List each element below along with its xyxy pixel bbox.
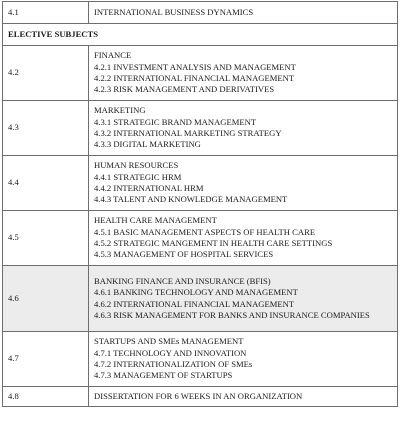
- section-heading: ELECTIVE SUBJECTS: [3, 24, 398, 46]
- group-title: FINANCE: [94, 50, 132, 61]
- subject-item: 4.5.3 MANAGEMENT OF HOSPITAL SERVICES: [94, 249, 274, 260]
- subject-item: 4.7.2 INTERNATIONALIZATION OF SMEs: [94, 359, 253, 369]
- subject-code: 4.5: [3, 211, 89, 266]
- subject-code: 4.1: [3, 2, 89, 24]
- table-row: [3, 387, 398, 407]
- table-row: [3, 46, 398, 101]
- subject-code: 4.4: [3, 156, 89, 211]
- group-title: STARTUPS AND SMEs MANAGEMENT: [94, 336, 244, 347]
- table-row: [3, 332, 398, 387]
- group-title: HUMAN RESOURCES: [94, 160, 179, 171]
- subject-code: 4.7: [3, 332, 89, 387]
- subject-group: [89, 211, 398, 266]
- subject-item: 4.3.3 DIGITAL MARKETING: [94, 139, 201, 150]
- subject-code: 4.8: [3, 387, 89, 407]
- subject-item: 4.5.2 STRATEGIC MANGEMENT IN HEALTH CARE SETTINGS: [94, 238, 333, 248]
- group-title: BANKING FINANCE AND INSURANCE (BFIS): [94, 275, 271, 286]
- subject-item: 4.2.1 INVESTMENT ANALYSIS AND MANAGEMENT: [94, 61, 296, 72]
- table-row: [3, 156, 398, 211]
- subject-group: [89, 101, 398, 156]
- subject-item: 4.7.1 TECHNOLOGY AND INNOVATION: [94, 347, 247, 358]
- section-heading-row: [3, 24, 398, 46]
- subject-item: 4.4.1 STRATEGIC HRM: [94, 171, 182, 182]
- subject-item: 4.5.1 BASIC MANAGEMENT ASPECTS OF HEALTH CARE: [94, 226, 316, 237]
- subject-item: 4.3.2 INTERNATIONAL MARKETING STRATEGY: [94, 128, 282, 138]
- subject-code: 4.6: [3, 266, 89, 332]
- subject-title: DISSERTATION FOR 6 WEEKS IN AN ORGANIZATION: [89, 387, 398, 407]
- subject-group: [89, 156, 398, 211]
- subject-item: 4.2.3 RISK MANAGEMENT AND DERIVATIVES: [94, 84, 275, 95]
- subject-code: 4.3: [3, 101, 89, 156]
- table-row: [3, 211, 398, 266]
- subject-item: 4.3.1 STRATEGIC BRAND MANAGEMENT: [94, 116, 257, 127]
- subject-item: 4.7.3 MANAGEMENT OF STARTUPS: [94, 370, 233, 381]
- subject-item: 4.2.2 INTERNATIONAL FINANCIAL MANAGEMENT: [94, 73, 295, 83]
- syllabus-table: [2, 1, 398, 407]
- subject-title: INTERNATIONAL BUSINESS DYNAMICS: [89, 2, 398, 24]
- subject-item: 4.4.3 TALENT AND KNOWLEDGE MANAGEMENT: [94, 194, 288, 205]
- subject-item: 4.6.1 BANKING TECHNOLOGY AND MANAGEMENT: [94, 287, 298, 298]
- table-row: [3, 2, 398, 24]
- table-row-highlighted: [3, 266, 398, 332]
- group-title: MARKETING: [94, 105, 146, 116]
- subject-code: 4.2: [3, 46, 89, 101]
- table-row: [3, 101, 398, 156]
- subject-item: 4.6.3 RISK MANAGEMENT FOR BANKS AND INSURANCE COMPANIES: [94, 309, 370, 320]
- subject-group: [89, 266, 398, 332]
- subject-item: 4.4.2 INTERNATIONAL HRM: [94, 183, 204, 193]
- subject-item: 4.6.2 INTERNATIONAL FINANCIAL MANAGEMENT: [94, 298, 295, 309]
- group-title: HEALTH CARE MANAGEMENT: [94, 215, 217, 226]
- subject-group: [89, 46, 398, 101]
- subject-group: [89, 332, 398, 387]
